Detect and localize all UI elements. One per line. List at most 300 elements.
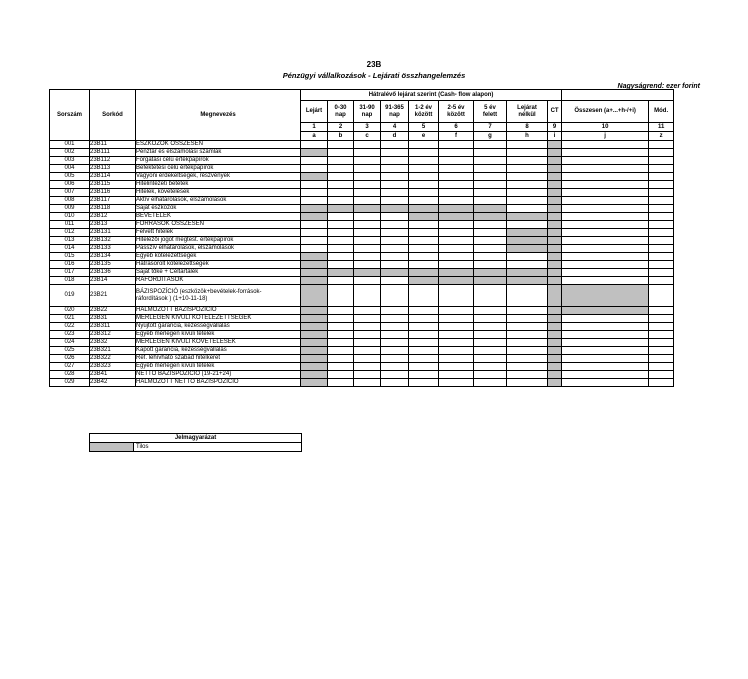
value-cell[interactable] (548, 285, 562, 307)
value-cell[interactable] (649, 237, 674, 245)
value-cell[interactable] (649, 213, 674, 221)
value-cell[interactable] (381, 355, 409, 363)
value-cell[interactable] (562, 315, 649, 323)
value-cell[interactable] (439, 237, 474, 245)
value-cell[interactable] (409, 205, 439, 213)
value-cell[interactable] (354, 355, 381, 363)
value-cell[interactable] (548, 245, 562, 253)
value-cell[interactable] (439, 285, 474, 307)
value-cell[interactable] (562, 253, 649, 261)
value-cell[interactable] (301, 285, 328, 307)
value-cell[interactable] (301, 189, 328, 197)
value-cell[interactable] (562, 157, 649, 165)
value-cell[interactable] (301, 363, 328, 371)
value-cell[interactable] (548, 149, 562, 157)
value-cell[interactable] (474, 323, 507, 331)
value-cell[interactable] (381, 189, 409, 197)
value-cell[interactable] (507, 237, 548, 245)
value-cell[interactable] (548, 269, 562, 277)
value-cell[interactable] (439, 165, 474, 173)
value-cell[interactable] (409, 371, 439, 379)
value-cell[interactable] (548, 371, 562, 379)
value-cell[interactable] (562, 371, 649, 379)
value-cell[interactable] (507, 323, 548, 331)
value-cell[interactable] (439, 371, 474, 379)
value-cell[interactable] (507, 221, 548, 229)
value-cell[interactable] (409, 363, 439, 371)
value-cell[interactable] (507, 285, 548, 307)
value-cell[interactable] (649, 285, 674, 307)
value-cell[interactable] (649, 245, 674, 253)
value-cell[interactable] (562, 197, 649, 205)
value-cell[interactable] (409, 197, 439, 205)
value-cell[interactable] (548, 165, 562, 173)
value-cell[interactable] (649, 205, 674, 213)
value-cell[interactable] (439, 173, 474, 181)
value-cell[interactable] (562, 331, 649, 339)
value-cell[interactable] (354, 379, 381, 387)
value-cell[interactable] (354, 331, 381, 339)
value-cell[interactable] (649, 269, 674, 277)
value-cell[interactable] (507, 379, 548, 387)
value-cell[interactable] (507, 189, 548, 197)
value-cell[interactable] (439, 253, 474, 261)
value-cell[interactable] (649, 277, 674, 285)
value-cell[interactable] (507, 245, 548, 253)
value-cell[interactable] (409, 165, 439, 173)
value-cell[interactable] (562, 285, 649, 307)
value-cell[interactable] (507, 149, 548, 157)
value-cell[interactable] (354, 157, 381, 165)
value-cell[interactable] (354, 315, 381, 323)
value-cell[interactable] (328, 261, 354, 269)
value-cell[interactable] (328, 339, 354, 347)
value-cell[interactable] (301, 245, 328, 253)
value-cell[interactable] (354, 189, 381, 197)
value-cell[interactable] (649, 331, 674, 339)
value-cell[interactable] (474, 213, 507, 221)
value-cell[interactable] (301, 173, 328, 181)
value-cell[interactable] (562, 213, 649, 221)
value-cell[interactable] (548, 197, 562, 205)
value-cell[interactable] (354, 269, 381, 277)
value-cell[interactable] (474, 229, 507, 237)
value-cell[interactable] (381, 323, 409, 331)
value-cell[interactable] (301, 379, 328, 387)
value-cell[interactable] (439, 315, 474, 323)
value-cell[interactable] (548, 315, 562, 323)
value-cell[interactable] (649, 363, 674, 371)
value-cell[interactable] (354, 363, 381, 371)
value-cell[interactable] (548, 253, 562, 261)
value-cell[interactable] (328, 323, 354, 331)
value-cell[interactable] (439, 363, 474, 371)
value-cell[interactable] (439, 229, 474, 237)
value-cell[interactable] (328, 181, 354, 189)
value-cell[interactable] (328, 253, 354, 261)
value-cell[interactable] (439, 221, 474, 229)
value-cell[interactable] (649, 173, 674, 181)
value-cell[interactable] (548, 323, 562, 331)
value-cell[interactable] (649, 261, 674, 269)
value-cell[interactable] (439, 339, 474, 347)
value-cell[interactable] (354, 285, 381, 307)
value-cell[interactable] (381, 269, 409, 277)
value-cell[interactable] (381, 221, 409, 229)
value-cell[interactable] (409, 245, 439, 253)
value-cell[interactable] (381, 229, 409, 237)
value-cell[interactable] (474, 245, 507, 253)
value-cell[interactable] (409, 237, 439, 245)
value-cell[interactable] (381, 253, 409, 261)
value-cell[interactable] (354, 277, 381, 285)
value-cell[interactable] (649, 221, 674, 229)
value-cell[interactable] (354, 339, 381, 347)
value-cell[interactable] (381, 213, 409, 221)
value-cell[interactable] (354, 371, 381, 379)
value-cell[interactable] (354, 165, 381, 173)
value-cell[interactable] (548, 261, 562, 269)
value-cell[interactable] (507, 315, 548, 323)
value-cell[interactable] (409, 221, 439, 229)
value-cell[interactable] (354, 347, 381, 355)
value-cell[interactable] (381, 245, 409, 253)
value-cell[interactable] (301, 355, 328, 363)
value-cell[interactable] (354, 221, 381, 229)
value-cell[interactable] (409, 141, 439, 149)
value-cell[interactable] (301, 323, 328, 331)
value-cell[interactable] (474, 285, 507, 307)
value-cell[interactable] (409, 379, 439, 387)
value-cell[interactable] (328, 245, 354, 253)
value-cell[interactable] (548, 213, 562, 221)
value-cell[interactable] (381, 149, 409, 157)
value-cell[interactable] (649, 181, 674, 189)
value-cell[interactable] (328, 269, 354, 277)
value-cell[interactable] (548, 277, 562, 285)
value-cell[interactable] (562, 261, 649, 269)
value-cell[interactable] (562, 205, 649, 213)
value-cell[interactable] (381, 165, 409, 173)
value-cell[interactable] (439, 213, 474, 221)
value-cell[interactable] (474, 253, 507, 261)
value-cell[interactable] (381, 331, 409, 339)
value-cell[interactable] (474, 197, 507, 205)
value-cell[interactable] (328, 197, 354, 205)
value-cell[interactable] (328, 165, 354, 173)
value-cell[interactable] (439, 379, 474, 387)
value-cell[interactable] (507, 331, 548, 339)
value-cell[interactable] (354, 261, 381, 269)
value-cell[interactable] (328, 307, 354, 315)
value-cell[interactable] (474, 205, 507, 213)
value-cell[interactable] (301, 181, 328, 189)
value-cell[interactable] (474, 261, 507, 269)
value-cell[interactable] (381, 379, 409, 387)
value-cell[interactable] (649, 157, 674, 165)
value-cell[interactable] (328, 205, 354, 213)
value-cell[interactable] (354, 213, 381, 221)
value-cell[interactable] (301, 261, 328, 269)
value-cell[interactable] (548, 355, 562, 363)
value-cell[interactable] (649, 149, 674, 157)
value-cell[interactable] (301, 205, 328, 213)
value-cell[interactable] (381, 277, 409, 285)
value-cell[interactable] (439, 205, 474, 213)
value-cell[interactable] (381, 347, 409, 355)
value-cell[interactable] (328, 189, 354, 197)
value-cell[interactable] (301, 277, 328, 285)
value-cell[interactable] (301, 213, 328, 221)
value-cell[interactable] (548, 331, 562, 339)
value-cell[interactable] (474, 173, 507, 181)
value-cell[interactable] (548, 339, 562, 347)
value-cell[interactable] (548, 173, 562, 181)
value-cell[interactable] (409, 307, 439, 315)
value-cell[interactable] (439, 323, 474, 331)
value-cell[interactable] (439, 347, 474, 355)
value-cell[interactable] (649, 189, 674, 197)
value-cell[interactable] (562, 165, 649, 173)
value-cell[interactable] (328, 157, 354, 165)
value-cell[interactable] (301, 165, 328, 173)
value-cell[interactable] (562, 307, 649, 315)
value-cell[interactable] (409, 347, 439, 355)
value-cell[interactable] (301, 347, 328, 355)
value-cell[interactable] (301, 253, 328, 261)
value-cell[interactable] (474, 165, 507, 173)
value-cell[interactable] (649, 307, 674, 315)
value-cell[interactable] (562, 173, 649, 181)
value-cell[interactable] (548, 157, 562, 165)
value-cell[interactable] (328, 229, 354, 237)
value-cell[interactable] (548, 307, 562, 315)
value-cell[interactable] (381, 181, 409, 189)
value-cell[interactable] (328, 315, 354, 323)
value-cell[interactable] (409, 157, 439, 165)
value-cell[interactable] (474, 181, 507, 189)
value-cell[interactable] (562, 237, 649, 245)
value-cell[interactable] (474, 141, 507, 149)
value-cell[interactable] (507, 197, 548, 205)
value-cell[interactable] (439, 181, 474, 189)
value-cell[interactable] (328, 355, 354, 363)
value-cell[interactable] (409, 315, 439, 323)
value-cell[interactable] (328, 347, 354, 355)
value-cell[interactable] (301, 331, 328, 339)
value-cell[interactable] (439, 141, 474, 149)
value-cell[interactable] (649, 229, 674, 237)
value-cell[interactable] (381, 157, 409, 165)
value-cell[interactable] (548, 363, 562, 371)
value-cell[interactable] (439, 189, 474, 197)
value-cell[interactable] (507, 307, 548, 315)
value-cell[interactable] (649, 165, 674, 173)
value-cell[interactable] (548, 221, 562, 229)
value-cell[interactable] (381, 339, 409, 347)
value-cell[interactable] (507, 141, 548, 149)
value-cell[interactable] (439, 307, 474, 315)
value-cell[interactable] (381, 285, 409, 307)
value-cell[interactable] (354, 141, 381, 149)
value-cell[interactable] (507, 277, 548, 285)
value-cell[interactable] (507, 347, 548, 355)
value-cell[interactable] (354, 323, 381, 331)
value-cell[interactable] (381, 315, 409, 323)
value-cell[interactable] (354, 181, 381, 189)
value-cell[interactable] (507, 157, 548, 165)
value-cell[interactable] (474, 269, 507, 277)
value-cell[interactable] (507, 269, 548, 277)
value-cell[interactable] (301, 237, 328, 245)
value-cell[interactable] (354, 149, 381, 157)
value-cell[interactable] (328, 141, 354, 149)
value-cell[interactable] (649, 141, 674, 149)
value-cell[interactable] (649, 323, 674, 331)
value-cell[interactable] (328, 371, 354, 379)
value-cell[interactable] (474, 157, 507, 165)
value-cell[interactable] (409, 285, 439, 307)
value-cell[interactable] (301, 269, 328, 277)
value-cell[interactable] (381, 363, 409, 371)
value-cell[interactable] (409, 173, 439, 181)
value-cell[interactable] (301, 221, 328, 229)
value-cell[interactable] (474, 371, 507, 379)
value-cell[interactable] (301, 157, 328, 165)
value-cell[interactable] (507, 173, 548, 181)
value-cell[interactable] (409, 181, 439, 189)
value-cell[interactable] (328, 213, 354, 221)
value-cell[interactable] (409, 269, 439, 277)
value-cell[interactable] (474, 315, 507, 323)
value-cell[interactable] (409, 149, 439, 157)
value-cell[interactable] (474, 277, 507, 285)
value-cell[interactable] (649, 371, 674, 379)
value-cell[interactable] (507, 253, 548, 261)
value-cell[interactable] (507, 165, 548, 173)
value-cell[interactable] (649, 339, 674, 347)
value-cell[interactable] (649, 253, 674, 261)
value-cell[interactable] (301, 371, 328, 379)
value-cell[interactable] (301, 141, 328, 149)
value-cell[interactable] (409, 277, 439, 285)
value-cell[interactable] (301, 229, 328, 237)
value-cell[interactable] (562, 355, 649, 363)
value-cell[interactable] (354, 307, 381, 315)
value-cell[interactable] (381, 141, 409, 149)
value-cell[interactable] (328, 149, 354, 157)
value-cell[interactable] (439, 355, 474, 363)
value-cell[interactable] (328, 173, 354, 181)
value-cell[interactable] (548, 205, 562, 213)
value-cell[interactable] (562, 189, 649, 197)
value-cell[interactable] (301, 307, 328, 315)
value-cell[interactable] (354, 205, 381, 213)
value-cell[interactable] (439, 157, 474, 165)
value-cell[interactable] (474, 379, 507, 387)
value-cell[interactable] (381, 205, 409, 213)
value-cell[interactable] (328, 379, 354, 387)
value-cell[interactable] (507, 205, 548, 213)
value-cell[interactable] (562, 141, 649, 149)
value-cell[interactable] (409, 331, 439, 339)
value-cell[interactable] (562, 323, 649, 331)
value-cell[interactable] (507, 339, 548, 347)
value-cell[interactable] (301, 149, 328, 157)
value-cell[interactable] (301, 315, 328, 323)
value-cell[interactable] (439, 245, 474, 253)
value-cell[interactable] (439, 261, 474, 269)
value-cell[interactable] (474, 347, 507, 355)
value-cell[interactable] (439, 197, 474, 205)
value-cell[interactable] (354, 197, 381, 205)
value-cell[interactable] (409, 213, 439, 221)
value-cell[interactable] (474, 339, 507, 347)
value-cell[interactable] (354, 229, 381, 237)
value-cell[interactable] (381, 261, 409, 269)
value-cell[interactable] (562, 363, 649, 371)
value-cell[interactable] (439, 269, 474, 277)
value-cell[interactable] (562, 229, 649, 237)
value-cell[interactable] (381, 197, 409, 205)
value-cell[interactable] (354, 173, 381, 181)
value-cell[interactable] (562, 347, 649, 355)
value-cell[interactable] (381, 237, 409, 245)
value-cell[interactable] (548, 379, 562, 387)
value-cell[interactable] (409, 189, 439, 197)
value-cell[interactable] (507, 355, 548, 363)
value-cell[interactable] (474, 149, 507, 157)
value-cell[interactable] (381, 173, 409, 181)
value-cell[interactable] (562, 221, 649, 229)
value-cell[interactable] (562, 379, 649, 387)
value-cell[interactable] (507, 261, 548, 269)
value-cell[interactable] (474, 237, 507, 245)
value-cell[interactable] (474, 307, 507, 315)
value-cell[interactable] (474, 331, 507, 339)
value-cell[interactable] (301, 339, 328, 347)
value-cell[interactable] (381, 307, 409, 315)
value-cell[interactable] (409, 355, 439, 363)
value-cell[interactable] (649, 355, 674, 363)
value-cell[interactable] (439, 331, 474, 339)
value-cell[interactable] (474, 355, 507, 363)
value-cell[interactable] (562, 245, 649, 253)
value-cell[interactable] (507, 229, 548, 237)
value-cell[interactable] (328, 237, 354, 245)
value-cell[interactable] (439, 277, 474, 285)
value-cell[interactable] (409, 253, 439, 261)
value-cell[interactable] (649, 315, 674, 323)
value-cell[interactable] (548, 141, 562, 149)
value-cell[interactable] (328, 221, 354, 229)
value-cell[interactable] (328, 363, 354, 371)
value-cell[interactable] (649, 347, 674, 355)
value-cell[interactable] (439, 149, 474, 157)
value-cell[interactable] (409, 323, 439, 331)
value-cell[interactable] (474, 189, 507, 197)
value-cell[interactable] (354, 245, 381, 253)
value-cell[interactable] (548, 181, 562, 189)
value-cell[interactable] (649, 197, 674, 205)
value-cell[interactable] (548, 189, 562, 197)
value-cell[interactable] (562, 277, 649, 285)
value-cell[interactable] (409, 229, 439, 237)
value-cell[interactable] (381, 371, 409, 379)
value-cell[interactable] (649, 379, 674, 387)
value-cell[interactable] (328, 285, 354, 307)
value-cell[interactable] (562, 149, 649, 157)
